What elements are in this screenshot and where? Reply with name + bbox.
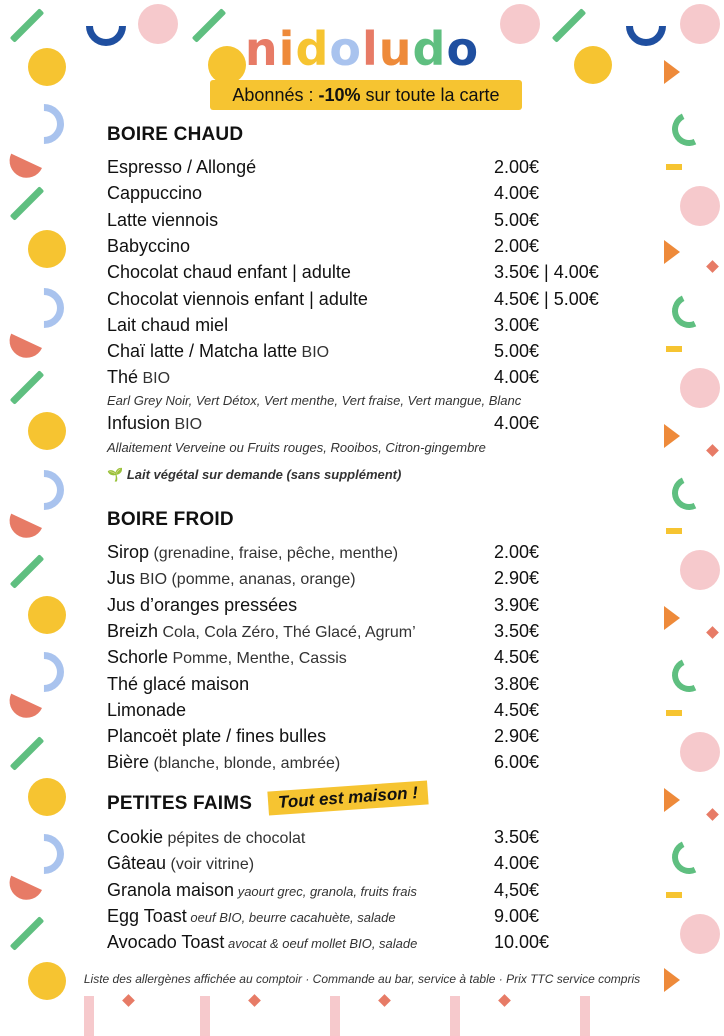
item-price: 3.50€ (494, 827, 540, 847)
menu-item (107, 671, 647, 697)
decor-diamond (706, 444, 719, 457)
item-name: Chaï latte / Matcha latte (107, 341, 298, 362)
homemade-tag: Tout est maison ! (267, 780, 428, 815)
decor-arc (16, 96, 73, 153)
item-price: 5.00€ (494, 341, 540, 362)
decor-diamond (706, 260, 719, 273)
plant-milk-text: Lait végétal sur demande (sans supplément) (126, 467, 402, 482)
menu-item (107, 877, 647, 903)
item-name: Thé (107, 367, 139, 388)
item-price: 5.00€ (494, 209, 540, 230)
decor-halfcircle (4, 154, 42, 184)
section-title-hot: BOIRE CHAUD (107, 124, 244, 145)
decor-circle (680, 550, 720, 590)
item-name: Espresso / Allongé (107, 157, 257, 177)
decor-bar (450, 996, 460, 1036)
logo-letter: d (412, 22, 447, 76)
decor-diamond (248, 994, 261, 1007)
item-price: 4.50€ (494, 647, 540, 668)
decor-diamond (706, 626, 719, 639)
decor-diamond (378, 994, 391, 1007)
item-name: Bière (107, 752, 150, 773)
item-name: Gâteau (107, 853, 167, 874)
item-price: 3.90€ (494, 594, 540, 615)
decor-bar (200, 996, 210, 1036)
decor-arc (16, 280, 73, 337)
menu-item (107, 723, 647, 749)
decor-stick (10, 554, 45, 589)
decor-circle (28, 778, 66, 816)
menu-item (107, 207, 647, 233)
decor-arc (667, 107, 711, 151)
decor-stick (10, 186, 45, 221)
decor-arc (667, 653, 711, 697)
item-detail: yaourt grec, granola, fruits frais (234, 883, 417, 899)
decor-dash (666, 710, 682, 716)
decor-circle (680, 732, 720, 772)
decor-dash (666, 164, 682, 170)
item-detail: BIO (170, 416, 203, 433)
menu-item (107, 749, 647, 775)
item-detail: BIO (138, 370, 171, 388)
decor-halfcircle (4, 334, 42, 364)
item-name: Chocolat chaud enfant | adulte (107, 262, 351, 283)
banner-post: sur toute la carte (360, 85, 500, 105)
item-price: 2.00€ (494, 157, 540, 177)
logo-letter: i (278, 22, 296, 76)
item-detail: pépites de chocolat (163, 830, 306, 847)
item-name: Thé glacé maison (107, 673, 250, 694)
item-detail: Cola, Cola Zéro, Thé Glacé, Agrum’ (158, 623, 416, 641)
decor-triangle (664, 240, 680, 264)
decor-arc (667, 289, 711, 333)
decor-bar (580, 996, 590, 1036)
menu-item (107, 259, 647, 285)
item-name: Jus d’oranges pressées (107, 594, 298, 615)
item-price: 3.50€ (494, 620, 540, 641)
menu-item (107, 903, 647, 929)
tea-varieties-note: Earl Grey Noir, Vert Détox, Vert menthe, Vert fraise, Vert mangue, Blanc (107, 393, 522, 408)
banner-pre: Abonnés : (232, 85, 319, 105)
logo-letter: u (378, 22, 413, 76)
menu-item (107, 233, 647, 259)
item-price: 4.00€ (494, 183, 540, 204)
decor-circle (680, 914, 720, 954)
menu-item (107, 592, 647, 618)
item-price: 6.00€ (494, 752, 540, 773)
item-price: 2.00€ (494, 542, 540, 562)
subscriber-banner (210, 80, 522, 110)
menu-item (107, 286, 647, 312)
item-name: Limonade (107, 699, 187, 720)
decor-circle (680, 368, 720, 408)
decor-circle (28, 596, 66, 634)
infusion-varieties-note: Allaitement Verveine ou Fruits rouges, Rooibos, Citron-gingembre (107, 440, 486, 455)
logo-letter: d (295, 22, 330, 76)
item-name: Jus (107, 568, 136, 589)
item-detail: Pomme, Menthe, Cassis (168, 650, 347, 668)
item-name: Infusion (107, 413, 171, 433)
item-name: Chocolat viennois enfant | adulte (107, 288, 368, 309)
item-detail: BIO (297, 344, 330, 362)
decor-halfcircle (4, 514, 42, 544)
item-price: 2.90€ (494, 568, 540, 589)
decor-halfcircle (4, 876, 42, 906)
item-detail: (voir vitrine) (166, 856, 255, 874)
item-name: Plancoët plate / fines bulles (107, 726, 327, 747)
menu-item (107, 364, 647, 390)
item-detail: avocat & oeuf mollet BIO, salade (224, 936, 418, 952)
menu-item (107, 929, 647, 955)
menu-item (107, 850, 647, 876)
sprout-icon: 🌱 (107, 467, 124, 482)
menu-item (107, 154, 647, 180)
decor-circle (28, 412, 66, 450)
menu-item (107, 824, 647, 850)
item-price: 4.00€ (494, 367, 540, 388)
plant-milk-note (107, 467, 401, 483)
item-detail: BIO (pomme, ananas, orange) (135, 571, 356, 589)
decor-diamond (706, 808, 719, 821)
decor-bar (330, 996, 340, 1036)
item-name: Babyccino (107, 235, 191, 256)
menu-item (107, 644, 647, 670)
decor-bar (84, 996, 94, 1036)
footer-note: Liste des allergènes affichée au comptoir · Commande au bar, service à table · Prix TTC service compris (83, 972, 641, 986)
item-price: 3.80€ (494, 673, 540, 694)
item-name: Latte viennois (107, 209, 219, 230)
decor-dash (666, 528, 682, 534)
item-price: 4.50€ (494, 699, 540, 720)
item-name: Granola maison (107, 879, 235, 900)
item-price: 3.00€ (494, 314, 540, 335)
menu-item (107, 697, 647, 723)
decor-triangle (664, 606, 680, 630)
section-title-cold: BOIRE FROID (107, 509, 234, 530)
decor-triangle (664, 424, 680, 448)
decor-dash (666, 892, 682, 898)
decor-arc (667, 835, 711, 879)
menu-item (107, 338, 647, 364)
decor-circle (680, 186, 720, 226)
item-name: Cappuccino (107, 183, 203, 204)
item-name: Schorle (107, 647, 169, 668)
logo-letter: l (362, 22, 379, 76)
decor-arc (16, 462, 73, 519)
item-price: 9.00€ (494, 905, 540, 926)
decor-stick (10, 370, 45, 405)
menu-item (107, 312, 647, 338)
item-name: Sirop (107, 542, 150, 562)
logo (0, 22, 724, 76)
item-price: 4,50€ (494, 879, 540, 900)
item-name: Breizh (107, 620, 159, 641)
decor-stick (10, 736, 45, 771)
decor-diamond (498, 994, 511, 1007)
item-name: Avocado Toast (107, 932, 225, 953)
decor-diamond (122, 994, 135, 1007)
item-price: 4.50€ | 5.00€ (494, 288, 599, 309)
decor-arc (16, 644, 73, 701)
decor-arc (667, 471, 711, 515)
item-price: 2.90€ (494, 726, 540, 747)
decor-arc (16, 826, 73, 883)
item-name: Lait chaud miel (107, 314, 229, 335)
item-name: Egg Toast (107, 905, 187, 926)
decor-halfcircle (4, 694, 42, 724)
section-title-food: PETITES FAIMS (107, 793, 253, 814)
logo-letter: o (329, 22, 362, 76)
item-detail: (grenadine, fraise, pêche, menthe) (149, 545, 399, 562)
decor-triangle (664, 788, 680, 812)
item-price: 3.50€ | 4.00€ (494, 262, 599, 283)
decor-circle (28, 230, 66, 268)
menu-item (107, 180, 647, 206)
banner-discount: -10% (318, 85, 361, 105)
decor-stick (10, 916, 45, 951)
menu-item (107, 565, 647, 591)
item-name: Cookie (107, 827, 164, 847)
item-price: 10.00€ (494, 932, 550, 953)
logo-letter: o (446, 22, 480, 76)
item-price: 4.00€ (494, 413, 540, 433)
item-detail: oeuf BIO, beurre cacahuète, salade (186, 909, 396, 925)
decor-dash (666, 346, 682, 352)
logo-letter: n (244, 22, 279, 76)
item-detail: (blanche, blonde, ambrée) (149, 755, 341, 773)
menu-item-infusion (107, 410, 647, 436)
item-price: 2.00€ (494, 235, 540, 256)
item-price: 4.00€ (494, 853, 540, 874)
menu-item (107, 539, 647, 565)
menu-item (107, 618, 647, 644)
